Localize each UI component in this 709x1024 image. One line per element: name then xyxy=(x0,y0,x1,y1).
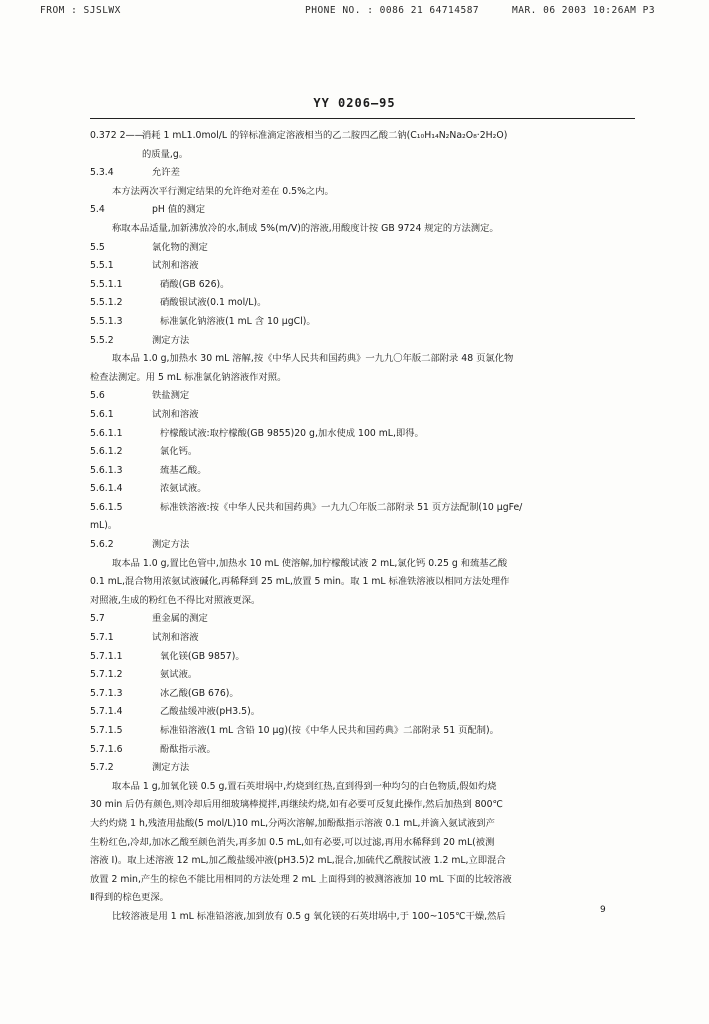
section-heading: 5.6.2 测定方法 xyxy=(90,539,190,551)
standard-code: YY 0206—95 xyxy=(313,96,396,110)
section-heading: 5.7.2 测定方法 xyxy=(90,762,190,774)
list-item: 5.6.1.2 氯化钙。 xyxy=(90,446,198,458)
section-heading: 5.3.4 允许差 xyxy=(90,167,180,179)
list-item: 5.7.1.4 乙酸盐缓冲液(pH3.5)。 xyxy=(90,706,261,718)
list-item: 5.7.1.6 酚酞指示液。 xyxy=(90,743,216,755)
list-item: 5.7.1.5 标准铅溶液(1 mL 含铅 10 μg)(按《中华人民共和国药典》二部附录 51 页配制)。 xyxy=(90,725,499,736)
section-heading: 5.4 pH 值的测定 xyxy=(90,204,206,216)
list-item: 5.6.1.4 浓氨试液。 xyxy=(90,483,207,495)
page-number: 9 xyxy=(600,905,606,915)
fax-date: MAR. 06 2003 10:26AM P3 xyxy=(512,5,656,16)
fax-header xyxy=(0,5,709,21)
list-item: 5.6.1.1 柠檬酸试液:取柠檬酸(GB 9855)20 g,加水使成 100 mL,即得。 xyxy=(90,427,424,439)
section-heading: 5.5.1 试剂和溶液 xyxy=(90,260,199,272)
section-body: 本方法两次平行测定结果的允许绝对差在 0.5%之内。 xyxy=(112,185,334,197)
paragraph-line: 大约灼烧 1 h,残渣用盐酸(5 mol/L)10 mL,分两次溶解,加酚酞指示溶液 0.1 mL,并滴入氨试液到产 xyxy=(90,817,495,829)
header-rule xyxy=(90,118,635,119)
definition-line xyxy=(90,127,640,146)
definition-continued: 的质量,g。 xyxy=(142,148,189,160)
list-item: 5.7.1.3 冰乙酸(GB 676)。 xyxy=(90,687,239,699)
section-body: 称取本品适量,加新沸放冷的水,制成 5%(m/V)的溶液,用酸度计按 GB 9724 规定的方法测定。 xyxy=(112,222,499,234)
section-heading: 5.7.1 试剂和溶液 xyxy=(90,632,199,644)
paragraph-line: 0.1 mL,混合物用浓氨试液碱化,再稀释到 25 mL,放置 5 min。取 1 mL 标准铁溶液以相同方法处理作 xyxy=(90,576,510,588)
fax-phone: PHONE NO. : 0086 21 64714587 xyxy=(305,5,480,16)
document-body xyxy=(90,127,640,927)
paragraph-line: 取本品 1.0 g,置比色管中,加热水 10 mL 使溶解,加柠檬酸试液 2 mL,氯化钙 0.25 g 和巯基乙酸 xyxy=(112,557,508,569)
list-item: 5.5.1.3 标准氯化钠溶液(1 mL 含 10 μgCl)。 xyxy=(90,315,316,327)
list-item-continued: mL)。 xyxy=(90,520,118,532)
list-item: 5.7.1.1 氧化镁(GB 9857)。 xyxy=(90,650,245,662)
paragraph-line: Ⅱ得到的棕色更深。 xyxy=(90,892,169,904)
paragraph-line: 30 min 后仍有颜色,则冷却后用细玻璃棒搅拌,再继续灼烧,如有必要可反复此操作,然后加热到 800℃ xyxy=(90,799,503,811)
paragraph-line: 溶液 I)。取上述溶液 12 mL,加乙酸盐缓冲液(pH3.5)2 mL,混合,加硫代乙酰胺试液 1.2 mL,立即混合 xyxy=(90,855,506,867)
paragraph-line: 比较溶液是用 1 mL 标准铅溶液,加到放有 0.5 g 氧化镁的石英坩埚中,于 100~105℃干燥,然后 xyxy=(112,910,506,922)
definition-term: 0.372 2—— xyxy=(90,130,145,141)
list-item: 5.7.1.2 氨试液。 xyxy=(90,669,198,681)
section-heading: 5.5.2 测定方法 xyxy=(90,334,190,346)
paragraph-line: 放置 2 min,产生的棕色不能比用相同的方法处理 2 mL 上面得到的被测溶液加 10 mL 下面的比较溶液 xyxy=(90,873,512,885)
paragraph-line: 取本品 1.0 g,加热水 30 mL 溶解,按《中华人民共和国药典》一九九〇年版二部附录 48 页氯化物 xyxy=(112,353,514,365)
fax-from: FROM : SJSLWX xyxy=(40,5,121,16)
section-heading: 5.5 氯化物的测定 xyxy=(90,241,208,253)
paragraph-line: 对照液,生成的粉红色不得比对照液更深。 xyxy=(90,594,261,606)
list-item: 5.5.1.1 硝酸(GB 626)。 xyxy=(90,278,230,290)
definition-text: 消耗 1 mL1.0mol/L 的锌标准滴定溶液相当的乙二胺四乙酸二钠(C₁₀H₁₄N₂Na₂O₈·2H₂O) xyxy=(142,130,508,141)
section-heading: 5.6 铁盐测定 xyxy=(90,390,190,402)
list-item: 5.6.1.3 巯基乙酸。 xyxy=(90,464,207,476)
paragraph-line: 生粉红色,冷却,加冰乙酸至颜色消失,再多加 0.5 mL,如有必要,可以过滤,再用水稀释到 20 mL(被测 xyxy=(90,836,495,848)
paragraph-line: 取本品 1 g,加氧化镁 0.5 g,置石英坩埚中,灼烧到红热,直到得到一种均匀的白色物质,假如灼烧 xyxy=(112,780,497,792)
list-item: 5.6.1.5 标准铁溶液:按《中华人民共和国药典》一九九〇年版二部附录 51 页方法配制(10 μgFe/ xyxy=(90,501,523,513)
section-heading: 5.6.1 试剂和溶液 xyxy=(90,408,199,420)
list-item: 5.5.1.2 硝酸银试液(0.1 mol/L)。 xyxy=(90,297,267,309)
section-heading: 5.7 重金属的测定 xyxy=(90,613,208,625)
paragraph-line: 检查法测定。用 5 mL 标准氯化钠溶液作对照。 xyxy=(90,371,287,383)
